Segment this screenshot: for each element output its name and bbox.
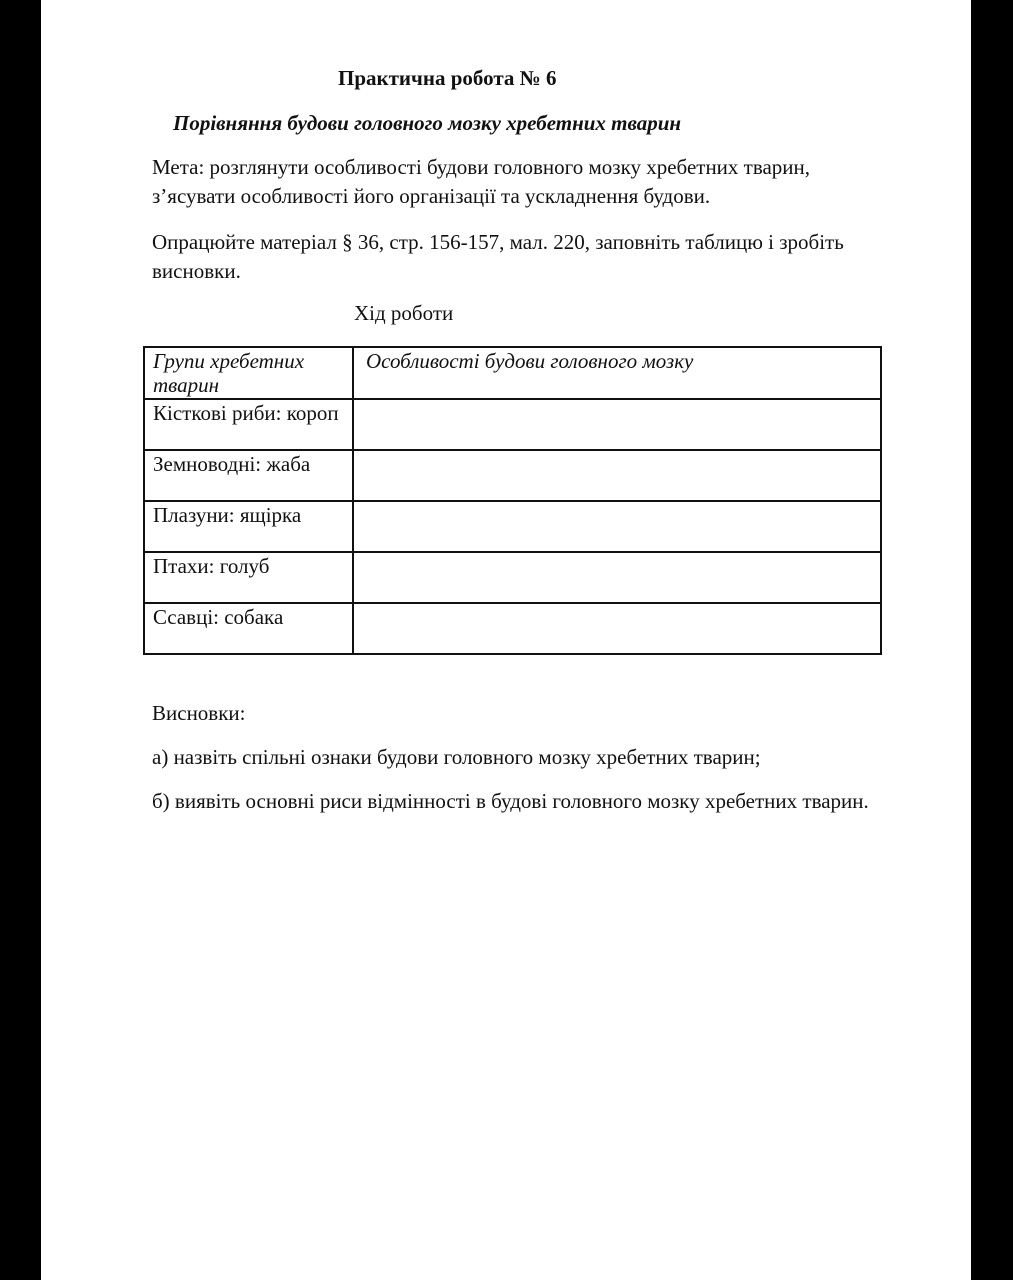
conclusion-item-b: б) виявіть основні риси відмінності в будові головного мозку хребетних тварин. — [152, 789, 869, 813]
group-cell: Ссавці: собака — [144, 603, 353, 654]
features-cell[interactable] — [353, 399, 881, 450]
document-page — [41, 0, 971, 1280]
table-row — [144, 603, 881, 654]
page-title: Практична робота № 6 — [338, 66, 557, 90]
group-cell: Птахи: голуб — [144, 552, 353, 603]
features-cell[interactable] — [353, 603, 881, 654]
group-cell: Земноводні: жаба — [144, 450, 353, 501]
group-cell: Кісткові риби: короп — [144, 399, 353, 450]
features-cell[interactable] — [353, 450, 881, 501]
comparison-table — [143, 346, 882, 655]
table-header-row — [144, 347, 881, 399]
features-cell[interactable] — [353, 501, 881, 552]
group-cell: Плазуни: ящірка — [144, 501, 353, 552]
table-row — [144, 399, 881, 450]
page-subtitle: Порівняння будови головного мозку хребетних тварин — [173, 111, 682, 135]
conclusions-heading: Висновки: — [152, 701, 246, 725]
table-row — [144, 552, 881, 603]
goal-line: Мета: розглянути особливості будови головного мозку хребетних тварин, — [152, 155, 811, 179]
table-row — [144, 501, 881, 552]
task-line: Опрацюйте матеріал § 36, стр. 156-157, мал. 220, заповніть таблицю і зробіть — [152, 230, 844, 254]
progress-heading: Хід роботи — [354, 301, 454, 325]
goal-paragraph — [152, 153, 922, 211]
features-cell[interactable] — [353, 552, 881, 603]
table-row — [144, 450, 881, 501]
goal-line: з’ясувати особливості його організації та ускладнення будови. — [152, 184, 711, 208]
conclusion-item-a: а) назвіть спільні ознаки будови головного мозку хребетних тварин; — [152, 745, 761, 769]
task-line: висновки. — [152, 259, 241, 283]
table-header-cell: Особливості будови головного мозку — [353, 347, 881, 399]
task-paragraph — [152, 228, 922, 286]
table-header-cell: Групи хребетних тварин — [144, 347, 353, 399]
